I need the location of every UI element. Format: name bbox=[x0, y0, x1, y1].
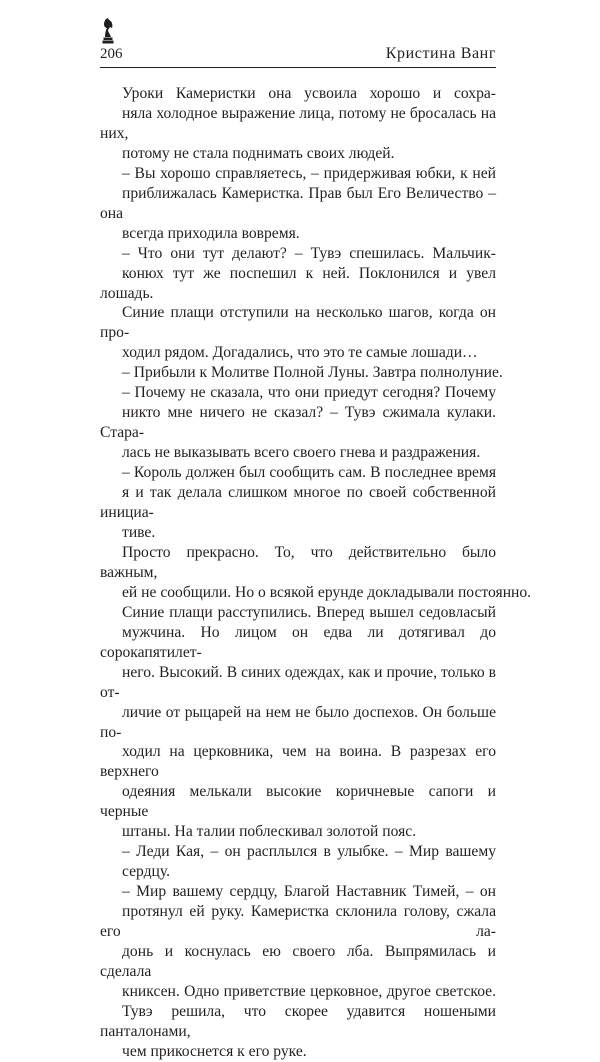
text-line: личие от рыцарей на нем не было доспехов. Он больше по- bbox=[100, 703, 496, 741]
text-line: лась не выказывать всего своего гнева и раздражения. bbox=[122, 444, 481, 462]
body-text bbox=[100, 84, 532, 1062]
text-line: штаны. На талии поблескивал золотой пояс. bbox=[122, 823, 417, 841]
text-line: всегда приходила вовремя. bbox=[122, 224, 300, 242]
paragraph bbox=[100, 244, 496, 364]
text-line: – Вы хорошо справляетесь, – придерживая юбки, к ней bbox=[122, 164, 496, 182]
text-line: Синие плащи отступили на несколько шагов, когда он про- bbox=[100, 304, 496, 342]
text-line: никто мне ничего не сказал? – Тувэ сжимала кулаки. Стара- bbox=[100, 404, 496, 442]
text-line: няла холодное выражение лица, потому не бросалась на них, bbox=[100, 104, 496, 142]
text-line: – Леди Кая, – он расплылся в улыбке. – Мир вашему bbox=[122, 843, 496, 861]
text-line: донь и коснулась ею своего лба. Выпрямилась и сделала bbox=[100, 942, 496, 980]
running-head-author: Кристина Ванг bbox=[385, 45, 496, 62]
text-line: потому не стала поднимать своих людей. bbox=[122, 144, 395, 162]
text-line: мужчина. Но лицом он едва ли дотягивал до сорокапятилет- bbox=[100, 623, 496, 661]
text-line: ходил на церковника, чем на воина. В разрезах его верхнего bbox=[100, 743, 496, 781]
text-line: я и так делала слишком многое по своей собственной инициа- bbox=[100, 484, 496, 522]
text-line: тиве. bbox=[122, 523, 156, 541]
chess-knight-icon bbox=[101, 18, 115, 46]
page-number: 206 bbox=[100, 46, 123, 62]
text-line: ходил рядом. Догадались, что это те самые лошади… bbox=[122, 344, 478, 362]
paragraph bbox=[100, 164, 496, 244]
paragraph bbox=[100, 603, 496, 842]
text-line: – Почему не сказала, что они приедут сегодня? Почему bbox=[122, 384, 496, 402]
text-line: протянул ей руку. Камеристка склонила голову, сжала его ла- bbox=[100, 903, 496, 941]
text-line: книксен. Одно приветствие церковное, другое светское. bbox=[122, 982, 496, 1000]
text-line: Синие плащи расступились. Вперед вышел седовласый bbox=[122, 603, 496, 621]
paragraph bbox=[100, 84, 496, 164]
paragraph bbox=[100, 842, 496, 882]
page-header bbox=[100, 44, 496, 66]
text-line: чем прикоснется к его руке. bbox=[122, 1042, 307, 1060]
text-line: Уроки Камеристки она усвоила хорошо и сохра- bbox=[122, 85, 496, 102]
text-line: – Что они тут делают? – Тувэ спешилась. Мальчик- bbox=[122, 244, 496, 262]
text-line: ей не сообщили. Но о всякой ерунде докладывали постоянно. bbox=[122, 583, 532, 601]
text-line: Просто прекрасно. То, что действительно было важным, bbox=[100, 543, 496, 581]
text-line: – Король должен был сообщить сам. В последнее время bbox=[122, 464, 496, 482]
paragraph bbox=[100, 543, 532, 603]
text-line: – Мир вашему сердцу, Благой Наставник Тимей, – он bbox=[122, 883, 496, 901]
text-line: приближалась Камеристка. Прав был Его Величество – она bbox=[100, 184, 496, 222]
text-line: Тувэ решила, что скорее удавится ношеными панталонами, bbox=[100, 1002, 496, 1040]
header-divider bbox=[100, 67, 496, 68]
paragraph bbox=[100, 882, 496, 1062]
paragraph bbox=[100, 363, 503, 383]
paragraph bbox=[100, 463, 496, 543]
text-line: сердцу. bbox=[122, 863, 171, 881]
text-line: конюх тут же поспешил к ней. Поклонился и увел лошадь. bbox=[100, 264, 496, 302]
text-line: – Прибыли к Молитве Полной Луны. Завтра полнолуние. bbox=[122, 364, 503, 382]
text-line: него. Высокий. В синих одеждах, как и прочие, только в от- bbox=[100, 663, 496, 701]
paragraph bbox=[100, 383, 496, 463]
text-line: одеяния мелькали высокие коричневые сапоги и черные bbox=[100, 783, 496, 821]
